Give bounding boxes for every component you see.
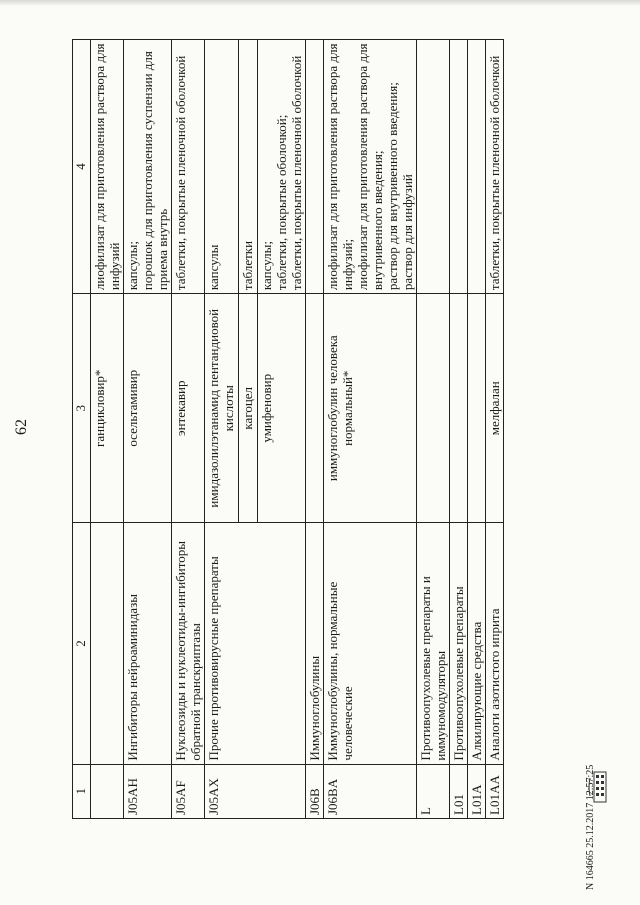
atc-code: J05AF <box>172 764 205 818</box>
scan-edge <box>0 0 640 6</box>
drug-name: мелфалан <box>486 294 504 523</box>
atc-code: J06B <box>306 764 324 818</box>
atc-code: L <box>417 764 450 818</box>
drug-name: умифеновир <box>259 373 274 443</box>
group-name: Нуклеозиды и нуклеотиды-ингибиторы обратной транскриптазы <box>172 523 205 764</box>
atc-code: L01AA <box>486 764 504 818</box>
dosage-form-line: раствор для внутривенного введения; <box>385 82 400 291</box>
atc-code: L01 <box>450 764 468 818</box>
drug-name: осельтамивир <box>124 294 172 523</box>
dosage-form-line: капсулы; <box>259 241 274 291</box>
table-row <box>450 40 468 819</box>
dosage-form-line: порошок для приготовления суспензии для приема внутрь <box>140 51 170 291</box>
table-row <box>205 40 306 819</box>
table-row <box>306 40 324 819</box>
dosage-forms <box>239 40 258 293</box>
drug-name: имидазолилэтанамид пентандиовой кислоты <box>205 294 239 522</box>
header-col-4: 4 <box>73 40 91 294</box>
document-stamp: N 164665 25.12.2017 12:57:25 <box>585 764 596 890</box>
dosage-form-line: лиофилизат для приготовления раствора для инфузий <box>92 43 122 291</box>
table-row <box>417 40 450 819</box>
dosage-form-line: таблетки, покрытые пленочной оболочкой <box>487 55 502 291</box>
drug-name: кагоцел <box>239 294 258 522</box>
drug-name <box>450 294 468 523</box>
dosage-form-line: таблетки <box>240 240 255 291</box>
group-name: Ингибиторы нейроаминидазы <box>124 523 172 764</box>
drug-subtable-cell <box>205 294 306 523</box>
drug-name: иммуноглобулин человека нормальный* <box>324 294 417 523</box>
atc-code: J05AH <box>124 764 172 818</box>
table-row <box>172 40 205 819</box>
dosage-form-line: таблетки, покрытые пленочной оболочкой <box>173 55 188 291</box>
dosage-form-line: лиофилизат для приготовления раствора для инфузий; <box>325 43 355 291</box>
group-name: Иммуноглобулины, нормальные человеческие <box>324 523 417 764</box>
header-col-1: 1 <box>73 764 91 818</box>
drug-table <box>72 39 504 819</box>
form-subtable-cell <box>205 40 306 294</box>
dosage-form-line: капсулы; <box>125 241 140 291</box>
dosage-forms <box>205 40 239 293</box>
dosage-form-line: раствор для инфузий <box>400 174 415 291</box>
dosage-forms <box>91 40 124 294</box>
registry-logo-icon <box>588 770 610 804</box>
table-header-row <box>73 40 91 819</box>
atc-code <box>91 764 124 818</box>
atc-code: J06BA <box>324 764 417 818</box>
drug-name: энтекавир <box>172 294 205 523</box>
atc-code: L01A <box>468 764 486 818</box>
dosage-forms <box>417 40 450 294</box>
group-name: Прочие противовирусные препараты <box>205 523 306 764</box>
drug-name <box>306 294 324 523</box>
dosage-forms <box>450 40 468 294</box>
table-row <box>468 40 486 819</box>
dosage-forms <box>258 40 305 293</box>
dosage-form-line: таблетки, покрытые пленочной оболочкой <box>289 55 304 291</box>
header-col-2: 2 <box>73 523 91 764</box>
dosage-forms <box>468 40 486 294</box>
group-name: Иммуноглобулины <box>306 523 324 764</box>
drug-name: ганцикловир* <box>91 294 124 523</box>
atc-code: J05AX <box>205 764 306 818</box>
dosage-form-line: таблетки, покрытые оболочкой; <box>274 114 289 291</box>
table-row <box>124 40 172 819</box>
group-name: Алкилирующие средства <box>468 523 486 764</box>
dosage-forms <box>486 40 504 294</box>
dosage-forms <box>172 40 205 294</box>
group-name: Противоопухолевые препараты и иммуномодуляторы <box>417 523 450 764</box>
dosage-form-line: лиофилизат для приготовления раствора для внутривенного введения; <box>355 43 385 291</box>
dosage-forms <box>306 40 324 294</box>
drug-name <box>417 294 450 523</box>
group-name <box>91 523 124 764</box>
drug-name <box>468 294 486 523</box>
page-number: 62 <box>13 419 30 435</box>
drug-table-sheet <box>72 39 544 819</box>
table-row <box>324 40 417 819</box>
dosage-forms <box>324 40 417 294</box>
group-name: Противоопухолевые препараты <box>450 523 468 764</box>
header-col-3: 3 <box>73 294 91 523</box>
table-row <box>91 40 124 819</box>
dosage-form-line: капсулы <box>206 244 221 291</box>
table-row <box>486 40 504 819</box>
dosage-forms <box>124 40 172 294</box>
group-name: Аналоги азотистого иприта <box>486 523 504 764</box>
